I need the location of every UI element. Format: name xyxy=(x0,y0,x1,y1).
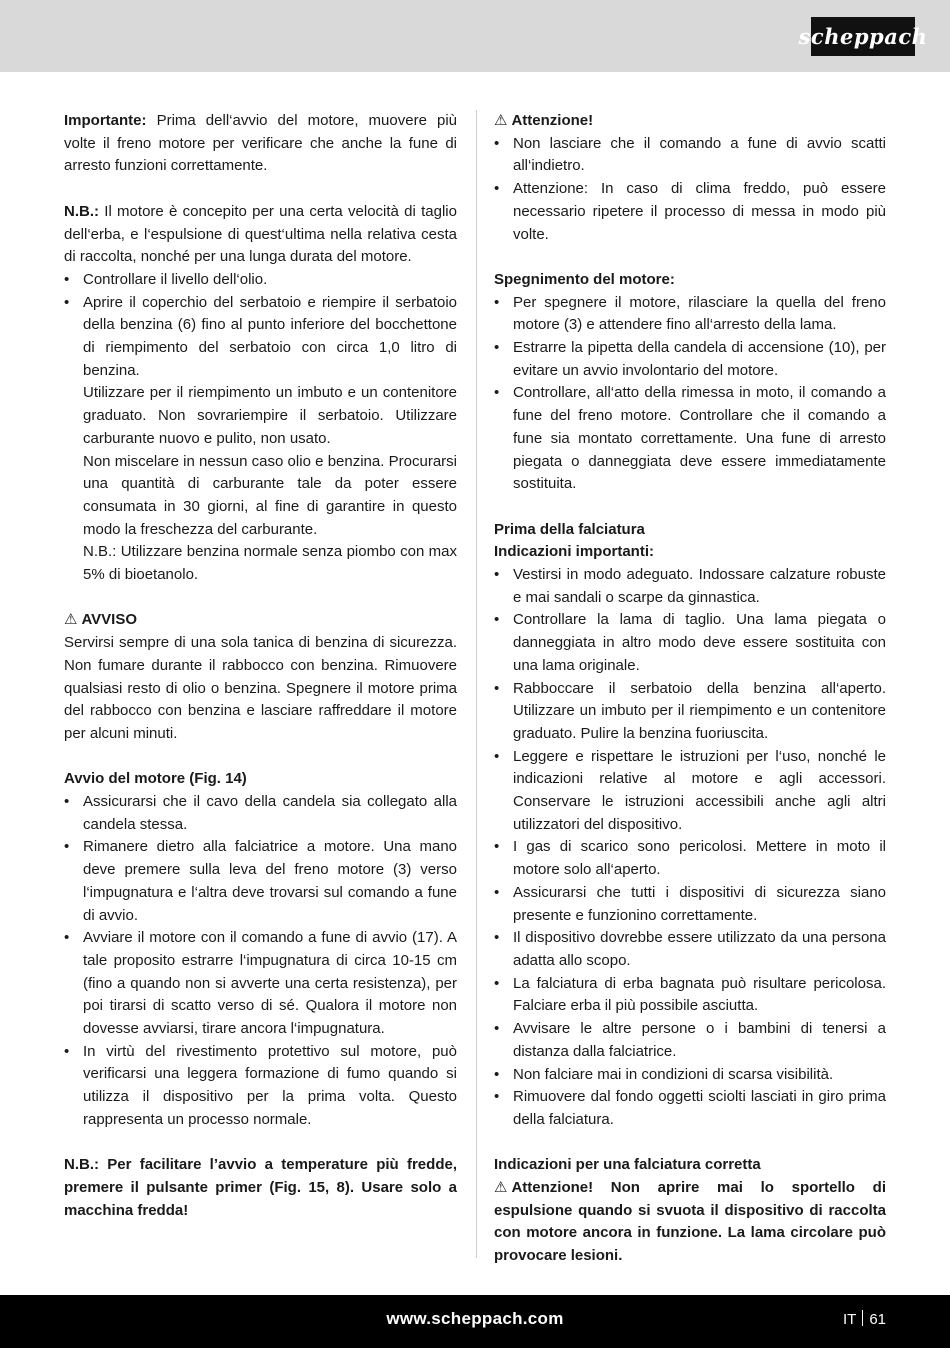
list-item: • Non falciare mai in condizioni di scarsa visibilità. xyxy=(494,1064,886,1087)
attenzione-list xyxy=(494,133,886,247)
page-indicator xyxy=(843,1310,886,1328)
fuel-note-1: Utilizzare per il riempimento un imbuto e un contenitore graduato. Non sovrariempire il serbatoio. Utilizzare carburante nuovo e pulito, non usato. xyxy=(83,384,457,447)
page-number: 61 xyxy=(869,1311,886,1328)
list-item: • Controllare la lama di taglio. Una lama piegata o danneggiata in altro modo deve essere sostituita con una lama originale. xyxy=(494,609,886,677)
importante-text: Prima dell‘avvio del motore, muovere più volte il freno motore per verificare che anche la fune di arresto funzioni correttamente. xyxy=(64,112,457,175)
importante-paragraph xyxy=(64,110,457,178)
list-item: • Vestirsi in modo adeguato. Indossare calzature robuste e mai sandali o scarpe da ginnastica. xyxy=(494,564,886,609)
footer-url: www.scheppach.com xyxy=(386,1309,564,1328)
list-item: • Avviare il motore con il comando a fune di avvio (17). A tale proposito estrarre l‘impugnatura di circa 10-15 cm (fino a quando non si avverte una certa resistenza), per poi tirarsi di scatto verso di sé. Qualora il motore non dovesse avviarsi, tirare ancora l‘impugnatura. xyxy=(64,927,457,1041)
attenzione-heading xyxy=(494,110,886,133)
list-item: • Rabboccare il serbatoio della benzina all‘aperto. Utilizzare un imbuto per il riempimento e un contenitore graduato. Pulire la benzina fuoriuscita. xyxy=(494,678,886,746)
prima-subheading: Indicazioni importanti: xyxy=(494,543,654,561)
list-item: • Controllare, all‘atto della rimessa in moto, il comando a fune del freno motore. Controllare che il comando a fune sia montato correttamente. Una fune di arresto piegata o danneggiata deve essere immediatamente sostituita. xyxy=(494,382,886,496)
avviso-text: Servirsi sempre di una sola tanica di benzina di sicurezza. Non fumare durante il rabbocco con benzina. Rimuovere qualsiasi resto di olio o benzina. Spegnere il motore prima del rabbocco con benzina e lasciare raffreddare il motore per alcuni minuti. xyxy=(64,634,457,742)
list-item: • Leggere e rispettare le istruzioni per l‘uso, nonché le indicazioni relative al motore e agli accessori. Conservare le istruzioni accessibili anche agli altri utilizzatori del dispositivo. xyxy=(494,746,886,837)
prima-heading: Prima della falciatura xyxy=(494,520,645,538)
language-code: IT xyxy=(842,1311,857,1328)
brand-logo xyxy=(798,17,928,56)
spegnimento-list xyxy=(494,292,886,496)
list-item: • I gas di scarico sono pericolosi. Mettere in moto il motore solo all‘aperto. xyxy=(494,836,886,881)
list-item: • Per spegnere il motore, rilasciare la quella del freno motore (3) e attendere fino all‘arresto della lama. xyxy=(494,292,886,337)
list-item: • Il dispositivo dovrebbe essere utilizzato da una persona adatta allo scopo. xyxy=(494,927,886,972)
list-item: • Controllare il livello dell‘olio. xyxy=(64,269,457,292)
importante-label: Importante: xyxy=(64,112,147,129)
nb-paragraph xyxy=(64,201,457,269)
brand-logo-text: scheppach xyxy=(798,24,928,49)
list-item: • La falciatura di erba bagnata può risultare pericolosa. Falciare erba il più possibile asciutta. xyxy=(494,973,886,1018)
list-item: • Aprire il coperchio del serbatoio e riempire il serbatoio della benzina (6) fino al punto inferiore del bocchettone di riempimento del serbatoio con circa 1,0 litro di benzina. xyxy=(64,292,457,383)
list-item: • In virtù del rivestimento protettivo sul motore, può verificarsi una leggera formazione di fumo quando si utilizza il dispositivo per la prima volta. Questo rappresenta un processo normale. xyxy=(64,1041,457,1132)
list-item: • Rimuovere dal fondo oggetti sciolti lasciati in giro prima della falciatura. xyxy=(494,1086,886,1131)
list-item: • Assicurarsi che il cavo della candela sia collegato alla candela stessa. xyxy=(64,791,457,836)
right-column xyxy=(494,110,886,1268)
avvio-heading: Avvio del motore (Fig. 14) xyxy=(64,770,247,788)
corretta-heading: Indicazioni per una falciatura corretta xyxy=(494,1156,761,1174)
warning-icon: ⚠ xyxy=(64,611,78,629)
fuel-note-3: N.B.: Utilizzare benzina normale senza piombo con max 5% di bioetanolo. xyxy=(83,543,457,584)
spegnimento-heading: Spegnimento del motore: xyxy=(494,270,675,288)
avviso-title: AVVISO xyxy=(81,611,138,629)
fuel-list xyxy=(64,269,457,383)
list-item: • Non lasciare che il comando a fune di avvio scatti all‘indietro. xyxy=(494,133,886,178)
avviso-heading xyxy=(64,609,457,632)
page-separator xyxy=(862,1310,863,1326)
list-item: • Attenzione: In caso di clima freddo, può essere necessario ripetere il processo di messa in modo più volte. xyxy=(494,178,886,246)
nb-text: Il motore è concepito per una certa velocità di taglio dell‘erba, e l‘espulsione di quest‘ultima nella relativa cesta di raccolta, nonché per una lunga durata del motore. xyxy=(64,202,457,266)
avvio-list xyxy=(64,791,457,1132)
corretta-warning xyxy=(494,1177,886,1268)
prima-list xyxy=(494,564,886,1132)
attenzione-title: Attenzione! xyxy=(511,112,594,129)
list-item: • Rimanere dietro alla falciatrice a motore. Una mano deve premere sulla leva del freno motore (3) verso l‘impugnatura e l‘altra deve trovarsi sul comando a fune di avvio. xyxy=(64,836,457,927)
list-item: • Assicurarsi che tutti i dispositivi di sicurezza siano presente e funzionino correttamente. xyxy=(494,882,886,927)
footer-band xyxy=(0,1295,950,1348)
list-item: • Estrarre la pipetta della candela di accensione (10), per evitare un avvio involontario del motore. xyxy=(494,337,886,382)
primer-note: N.B.: Per facilitare l’avvio a temperature più fredde, premere il pulsante primer (Fig. 15, 8). Usare solo a macchina fredda! xyxy=(64,1156,457,1219)
nb-label: N.B.: xyxy=(64,202,99,220)
warning-icon: ⚠ xyxy=(494,112,508,129)
list-item: • Avvisare le altre persone o i bambini di tenersi a distanza dalla falciatrice. xyxy=(494,1018,886,1063)
column-divider xyxy=(476,110,477,1258)
warning-icon: ⚠ xyxy=(494,1179,508,1196)
left-column xyxy=(64,110,457,1222)
fuel-note-2: Non miscelare in nessun caso olio e benzina. Procurarsi una quantità di carburante tale da poter essere consumata in 30 giorni, al fine di garantire in questo modo la freschezza del carburante. xyxy=(83,452,457,538)
corretta-warning-text: Attenzione! Non aprire mai lo sportello di espulsione quando si svuota il dispositivo di raccolta con motore ancora in funzione. La lama circolare può provocare lesioni. xyxy=(494,1179,886,1265)
